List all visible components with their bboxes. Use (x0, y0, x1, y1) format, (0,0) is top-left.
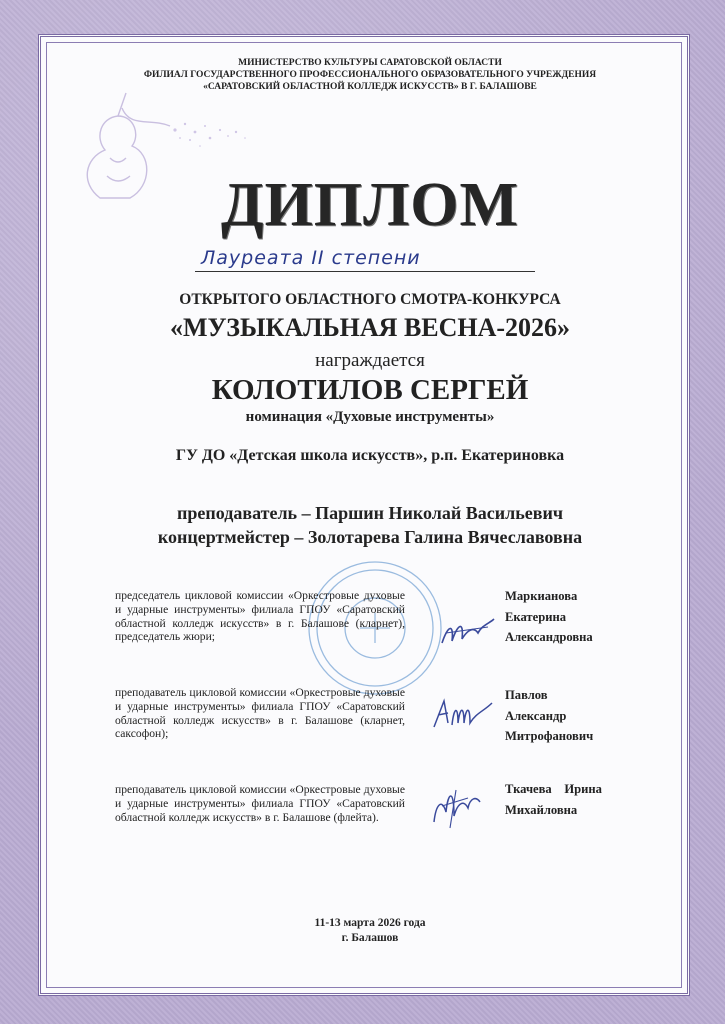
jury-1-description: председатель цикловой комиссии «Оркестровые духовые и ударные инструменты» филиала ГПОУ «Саратовский областной колледж искусств» в г. Балашове (кларнет), председатель жюри; (115, 589, 405, 644)
jury-2-name-line: Александр (505, 708, 567, 723)
accompanist: концертмейстер – Золотарева Галина Вячеславовна (157, 527, 583, 547)
header-ministry: МИНИСТЕРСТВО КУЛЬТУРЫ САРАТОВСКОЙ ОБЛАСТИ (238, 58, 502, 68)
header-branch: ФИЛИАЛ ГОСУДАРСТВЕННОГО ПРОФЕССИОНАЛЬНОГО ОБРАЗОВАТЕЛЬНОГО УЧРЕЖДЕНИЯ (143, 70, 597, 80)
teacher: преподаватель – Паршин Николай Васильевич (177, 503, 563, 523)
jury-3-description: преподаватель цикловой комиссии «Оркестровые духовые и ударные инструменты» филиала ГПОУ «Саратовский областной колледж искусств» в г. Балашове (флейта). (115, 783, 405, 824)
signature-2-icon (430, 693, 495, 733)
jury-2-name-line: Павлов (505, 688, 548, 702)
jury-1-name-line: Маркианова (505, 589, 578, 603)
school: ГУ ДО «Детская школа искусств», р.п. Екатериновка (175, 447, 565, 464)
jury-3-name-line: Ткачева Ирина (505, 782, 602, 796)
jury-3-name-line: Михайловна (505, 802, 578, 817)
contest-name: «МУЗЫКАЛЬНАЯ ВЕСНА-2026» (169, 313, 571, 342)
signature-3-icon (428, 782, 483, 832)
degree-handwritten: Лауреата II степени (195, 246, 535, 272)
recipient-name: КОЛОТИЛОВ СЕРГЕЙ (211, 374, 529, 406)
footer (60, 916, 680, 946)
jury-3-name (505, 779, 655, 820)
jury-2-name (505, 685, 655, 747)
jury-1-name (505, 586, 655, 648)
jury-1-name-line: Александровна (505, 630, 593, 644)
teacher-block (60, 501, 680, 549)
event-city: г. Балашов (341, 932, 399, 944)
contest-line1: ОТКРЫТОГО ОБЛАСТНОГО СМОТРА-КОНКУРСА (179, 291, 561, 308)
awarded-text: награждается (315, 350, 425, 371)
jury-2-description: преподаватель цикловой комиссии «Оркестровые духовые и ударные инструменты» филиала ГПОУ «Саратовский областной колледж искусств» в г. Балашове (кларнет, саксофон); (115, 686, 405, 741)
event-dates: 11-13 марта 2026 года (314, 917, 426, 929)
jury-2-name-line: Митрофанович (505, 729, 594, 743)
nomination: номинация «Духовые инструменты» (245, 409, 495, 425)
signature-1-icon (438, 605, 498, 650)
jury-1-name-line: Екатерина (505, 609, 567, 624)
header-college: «САРАТОВСКИЙ ОБЛАСТНОЙ КОЛЛЕДЖ ИСКУССТВ» В Г. БАЛАШОВЕ (203, 82, 537, 92)
diploma-title: ДИПЛОМ (220, 171, 520, 239)
